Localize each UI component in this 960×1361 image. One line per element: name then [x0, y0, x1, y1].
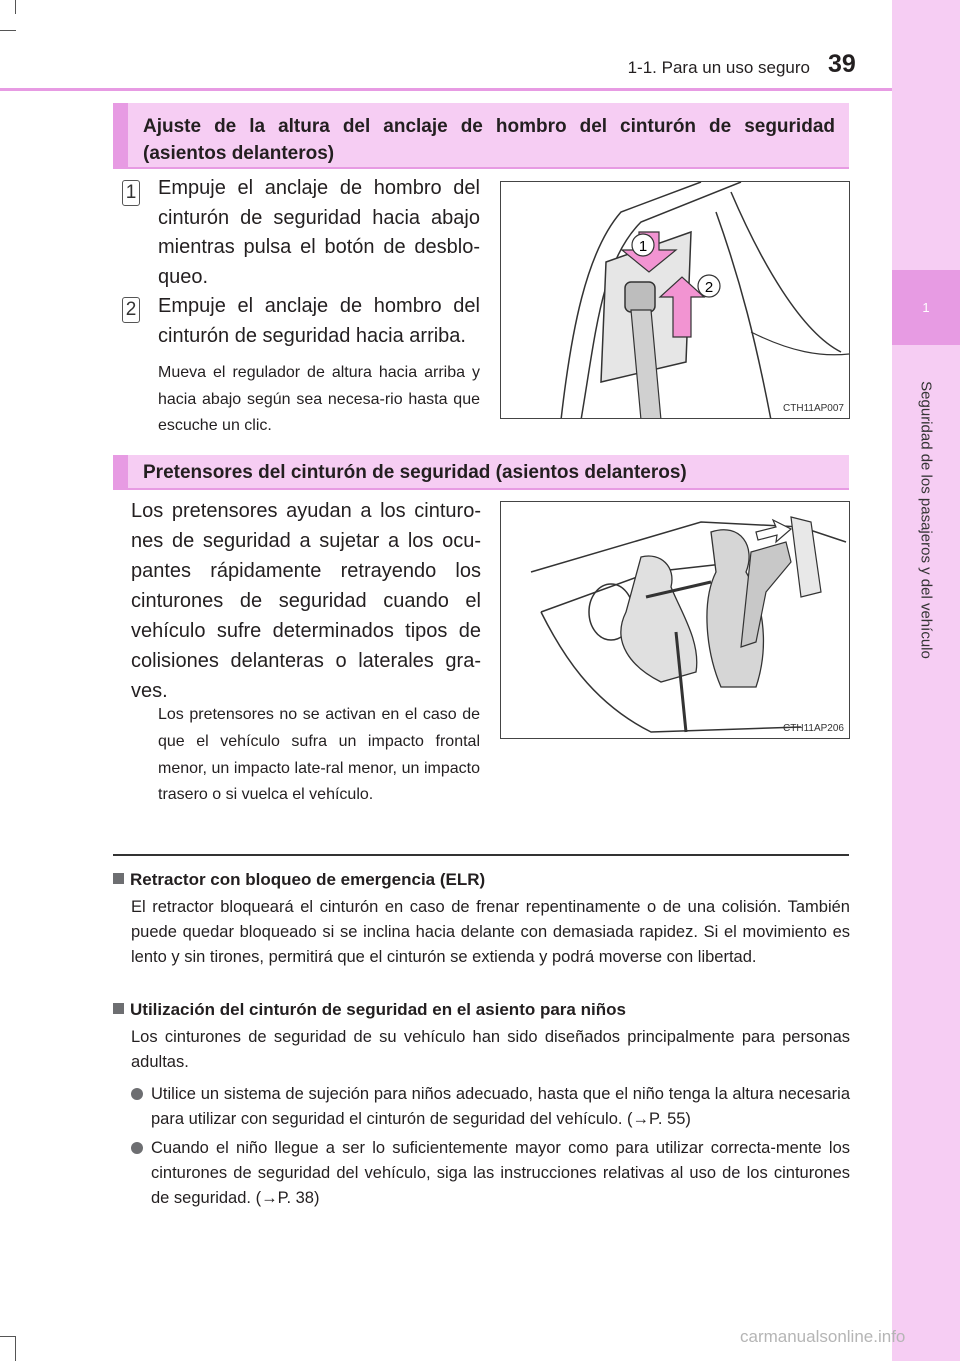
figure-callout-2: 2 [704, 279, 714, 296]
subheading-child-seat-text: Utilización del cinturón de seguridad en el asiento para niños [130, 1000, 626, 1019]
circle-bullet-icon [131, 1142, 143, 1154]
circle-bullet-icon [131, 1088, 143, 1100]
bullet-text: Utilice un sistema de sujeción para niños adecuado, hasta que el niño tenga la altura necesaria para utilizar con seguridad el cinturón de seguridad del vehículo. (→P. 55) [151, 1085, 850, 1128]
crop-mark [15, 0, 16, 14]
chapter-side-tab [892, 0, 960, 1361]
seatbelt-anchor-drawing [501, 182, 850, 419]
step-number-badge: 1 [122, 180, 140, 206]
child-seat-text: Los cinturones de seguridad de su vehículo han sido diseñados principalmente para personas adultas. [131, 1028, 850, 1071]
figure-code: CTH11AP206 [783, 723, 844, 734]
square-bullet-icon [113, 873, 124, 884]
header-rule [0, 88, 892, 91]
crop-mark [15, 1336, 16, 1361]
step-text: Empuje el anclaje de hombro del cinturón de seguridad hacia abajo mientras pulsa el botón de desblo-queo. [158, 177, 480, 288]
bullet-item [131, 1136, 850, 1210]
seatbelt-anchor-illustration [500, 181, 850, 419]
pretensioner-illustration [500, 501, 850, 739]
step-text: Empuje el anclaje de hombro del cinturón de seguridad hacia arriba. [158, 295, 480, 347]
subheading-child-seat [113, 1000, 626, 1020]
watermark: carmanualsonline.info [740, 1327, 906, 1346]
section-heading-pretensioners: Pretensores del cinturón de seguridad (asientos delanteros) [113, 455, 849, 490]
pretensioner-description: Los pretensores ayudan a los cinturo-nes de seguridad a sujetar a los ocu-pantes rápidamente retrayendo los cinturones de seguridad cuando el vehículo sufre determinados tipos de colisiones delanteras o laterales gra-ves. [131, 500, 481, 702]
header-section-title: 1-1. Para un uso seguro [627, 58, 810, 77]
figure-callout-1: 1 [638, 238, 648, 255]
elr-text: El retractor bloqueará el cinturón en caso de frenar repentinamente o de una colisión. También puede quedar bloqueado si se inclina hacia delante con demasiada rapidez. Si el movimiento es lento y sin tirones, permitirá que el cinturón se extienda y podrá moverse con libertad. [131, 898, 850, 966]
vehicle-interior-drawing [501, 502, 850, 739]
step-number-badge: 2 [122, 297, 140, 323]
bullet-text: Cuando el niño llegue a ser lo suficientemente mayor como para utilizar correcta-mente los cinturones de seguridad del vehículo, siga las instrucciones relativas al uso de los cinturones de seguridad. (→P. 38) [151, 1139, 850, 1207]
figure-code: CTH11AP007 [783, 403, 844, 414]
subheading-elr-text: Retractor con bloqueo de emergencia (ELR) [130, 870, 486, 889]
pretensioner-note: Los pretensores no se activan en el caso de que el vehículo sufra un impacto frontal menor, un impacto late-ral menor, un impacto trasero o si vuelca el vehículo. [158, 706, 480, 804]
page-number: 39 [828, 50, 856, 78]
section-heading-anchor-height: Ajuste de la altura del anclaje de hombro del cinturón de seguridad (asientos delanteros) [113, 103, 849, 169]
square-bullet-icon [113, 1003, 124, 1014]
crop-mark [0, 30, 16, 31]
subheading-elr [113, 870, 485, 890]
section-divider [113, 854, 849, 856]
step-note: Mueva el regulador de altura hacia arriba y hacia abajo según sea necesa-rio hasta que escuche un clic. [158, 364, 480, 434]
crop-mark [0, 1336, 16, 1337]
chapter-title: Seguridad de los pasajeros y del vehículo [917, 381, 935, 659]
bullet-item [131, 1082, 850, 1132]
chapter-number: 1 [892, 270, 960, 345]
